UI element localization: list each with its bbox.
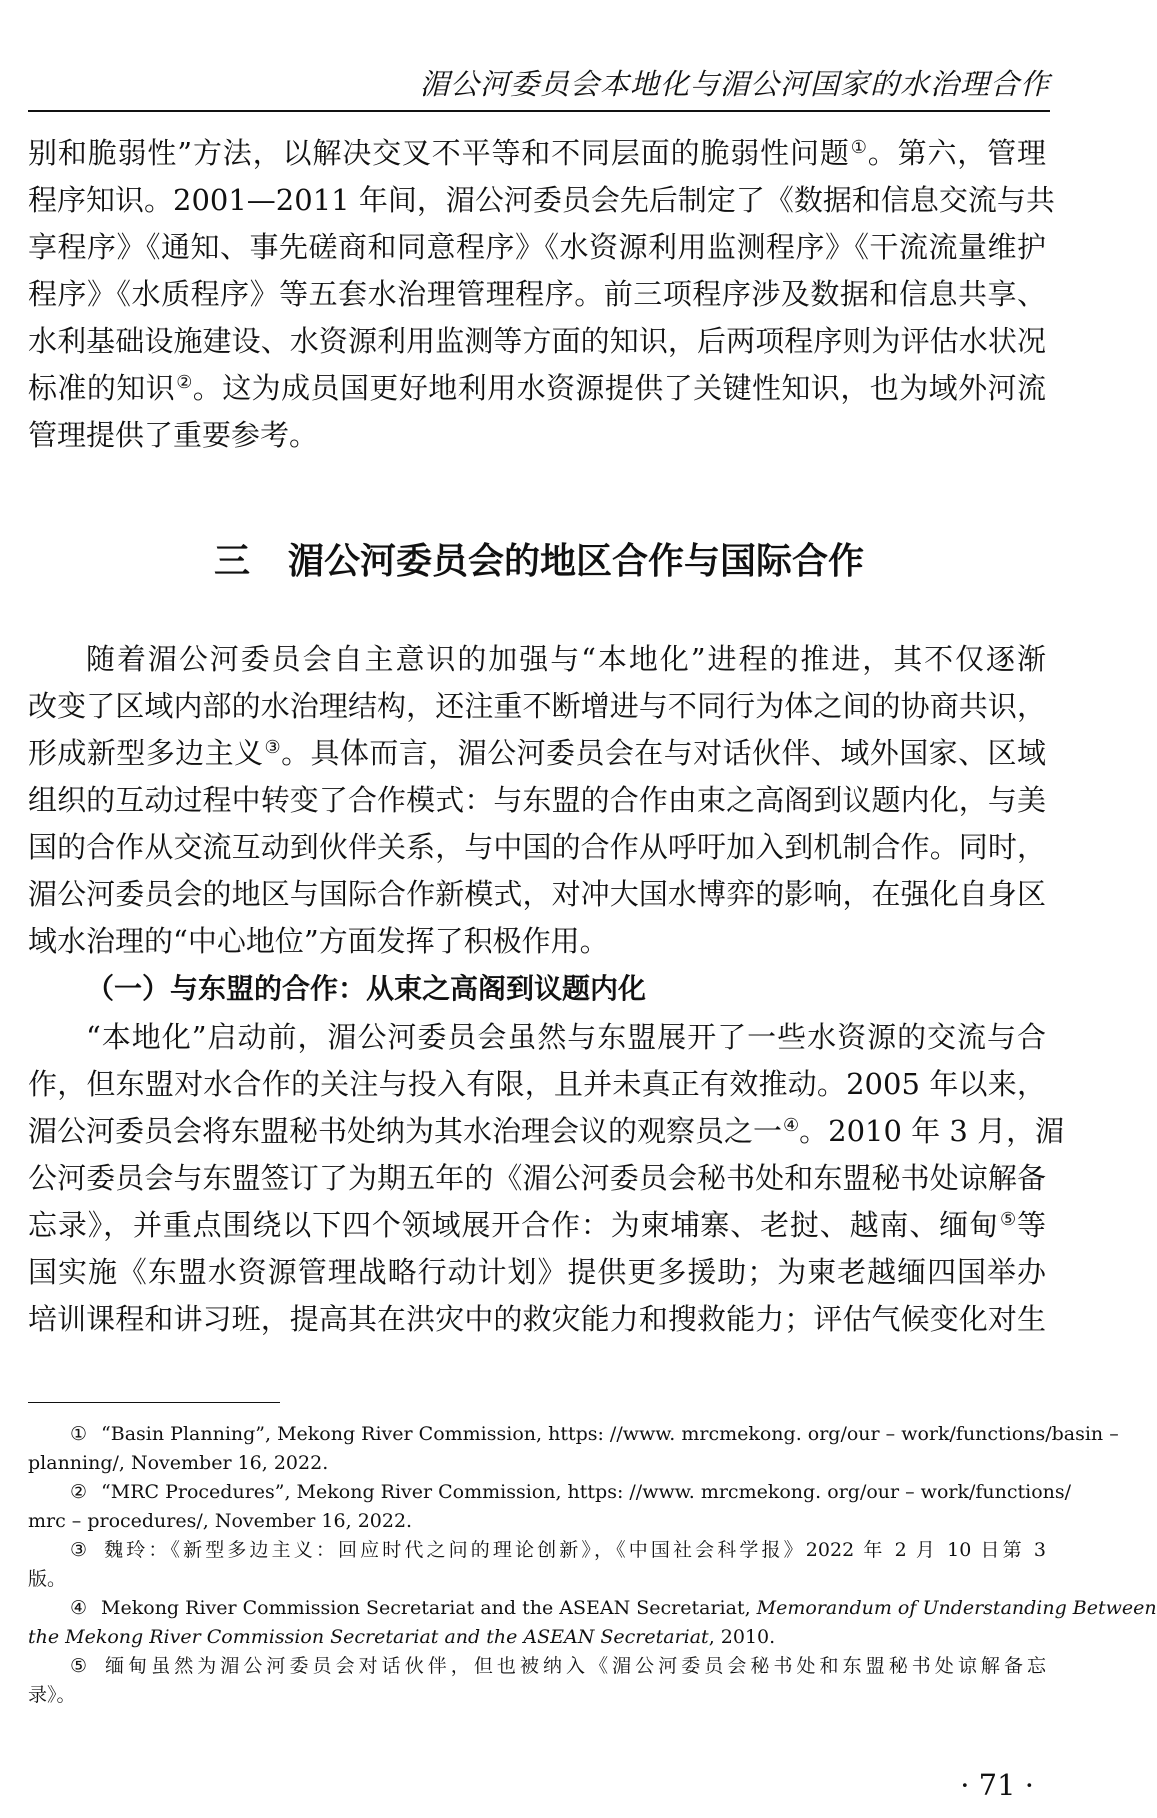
section-number: 三: [213, 541, 250, 582]
text-line: 忘录》，并重点围绕以下四个领域展开合作：为柬埔寨、老挝、越南、缅甸⑤等: [28, 1208, 1046, 1242]
text-line: 改变了区域内部的水治理结构，还注重不断增进与不同行为体之间的协商共识，: [28, 689, 1046, 723]
paragraph-2: [28, 636, 1046, 965]
text-line: 国的合作从交流互动到伙伴关系，与中国的合作从呼吁加入到机制合作。同时，: [28, 830, 1046, 864]
text-line: 培训课程和讲习班，提高其在洪灾中的救灾能力和搜救能力；评估气候变化对生: [28, 1302, 1046, 1336]
text-line: 程序》《水质程序》等五套水治理管理程序。前三项程序涉及数据和信息共享、: [28, 277, 1046, 311]
footnote-ref-5: ⑤: [999, 1209, 1017, 1230]
running-head: 湄公河委员会本地化与湄公河国家的水治理合作: [419, 67, 1050, 101]
section-title-text: 湄公河委员会的地区合作与国际合作: [288, 541, 865, 582]
text-line: 随着湄公河委员会自主意识的加强与“本地化”进程的推进，其不仅逐渐: [86, 642, 1046, 676]
text-line: 湄公河委员会的地区与国际合作新模式，对冲大国水博弈的影响，在强化自身区: [28, 877, 1046, 911]
text-line: 作，但东盟对水合作的关注与投入有限，且并未真正有效推动。2005 年以来，: [28, 1067, 1046, 1101]
footnote-5: ⑤ 缅甸虽然为湄公河委员会对话伙伴，但也被纳入《湄公河委员会秘书处和东盟秘书处谅解备忘: [70, 1655, 1046, 1677]
text-line: 水利基础设施建设、水资源利用监测等方面的知识，后两项程序则为评估水状况: [28, 324, 1046, 358]
text-line: 国实施《东盟水资源管理战略行动计划》提供更多援助；为柬老越缅四国举办: [28, 1255, 1046, 1289]
text-line: 域水治理的“中心地位”方面发挥了积极作用。: [28, 924, 609, 958]
text-line: 标准的知识②。这为成员国更好地利用水资源提供了关键性知识，也为域外河流: [28, 371, 1046, 405]
footnote-4: ④ Mekong River Commission Secretariat and the ASEAN Secretariat, Memorandum of Understanding Between: [70, 1597, 1157, 1619]
text-line: 公河委员会与东盟签订了为期五年的《湄公河委员会秘书处和东盟秘书处谅解备: [28, 1161, 1046, 1195]
header-rule: [28, 110, 1050, 112]
paragraph-3: [28, 1014, 1065, 1343]
text-line: “本地化”启动前，湄公河委员会虽然与东盟展开了一些水资源的交流与合: [86, 1020, 1046, 1054]
paragraph-1: [28, 130, 1055, 459]
footnote-1-cont: planning/, November 16, 2022.: [28, 1452, 329, 1474]
footnote-5-cont: 录》。: [28, 1684, 76, 1706]
footnote-4-cont: the Mekong River Commission Secretariat and the ASEAN Secretariat, 2010.: [28, 1626, 776, 1648]
footnote-2: ② “MRC Procedures”, Mekong River Commission, https: //www. mrcmekong. org/our – work/functions/: [70, 1481, 1072, 1503]
footnote-ref-4: ④: [783, 1115, 800, 1136]
footnote-rule: [28, 1402, 280, 1403]
text-line: 管理提供了重要参考。: [28, 418, 319, 452]
text-line: 形成新型多边主义③。具体而言，湄公河委员会在与对话伙伴、域外国家、区域: [28, 736, 1046, 770]
text-line: 享程序》《通知、事先磋商和同意程序》《水资源利用监测程序》《干流流量维护: [28, 230, 1046, 264]
footnote-2-cont: mrc – procedures/, November 16, 2022.: [28, 1510, 413, 1532]
section-heading: [0, 533, 1078, 584]
text-line: 别和脆弱性”方法，以解决交叉不平等和不同层面的脆弱性问题①。第六，管理: [28, 136, 1047, 170]
footnote-3: ③ 魏玲：《新型多边主义：回应时代之问的理论创新》，《中国社会科学报》2022 年 2 月 10 日第 3: [70, 1539, 1046, 1561]
text-line: 程序知识。2001—2011 年间，湄公河委员会先后制定了《数据和信息交流与共: [28, 183, 1055, 217]
text-line: 组织的互动过程中转变了合作模式：与东盟的合作由束之高阁到议题内化，与美: [28, 783, 1046, 817]
subsection-heading-block: [28, 965, 1046, 1012]
footnote-ref-2: ②: [176, 372, 193, 393]
footnotes: [28, 1420, 1157, 1710]
footnote-3-cont: 版。: [28, 1568, 67, 1590]
text-line: 湄公河委员会将东盟秘书处纳为其水治理会议的观察员之一④。2010 年 3 月，湄: [28, 1114, 1065, 1148]
subsection-heading: （一）与东盟的合作：从束之高阁到议题内化: [86, 972, 647, 1005]
footnote-ref-3: ③: [264, 737, 282, 758]
page-number: · 71 ·: [960, 1768, 1034, 1802]
footnote-ref-1: ①: [850, 137, 868, 158]
footnote-1: ① “Basin Planning”, Mekong River Commission, https: //www. mrcmekong. org/our – work/functions/basin –: [70, 1423, 1119, 1445]
